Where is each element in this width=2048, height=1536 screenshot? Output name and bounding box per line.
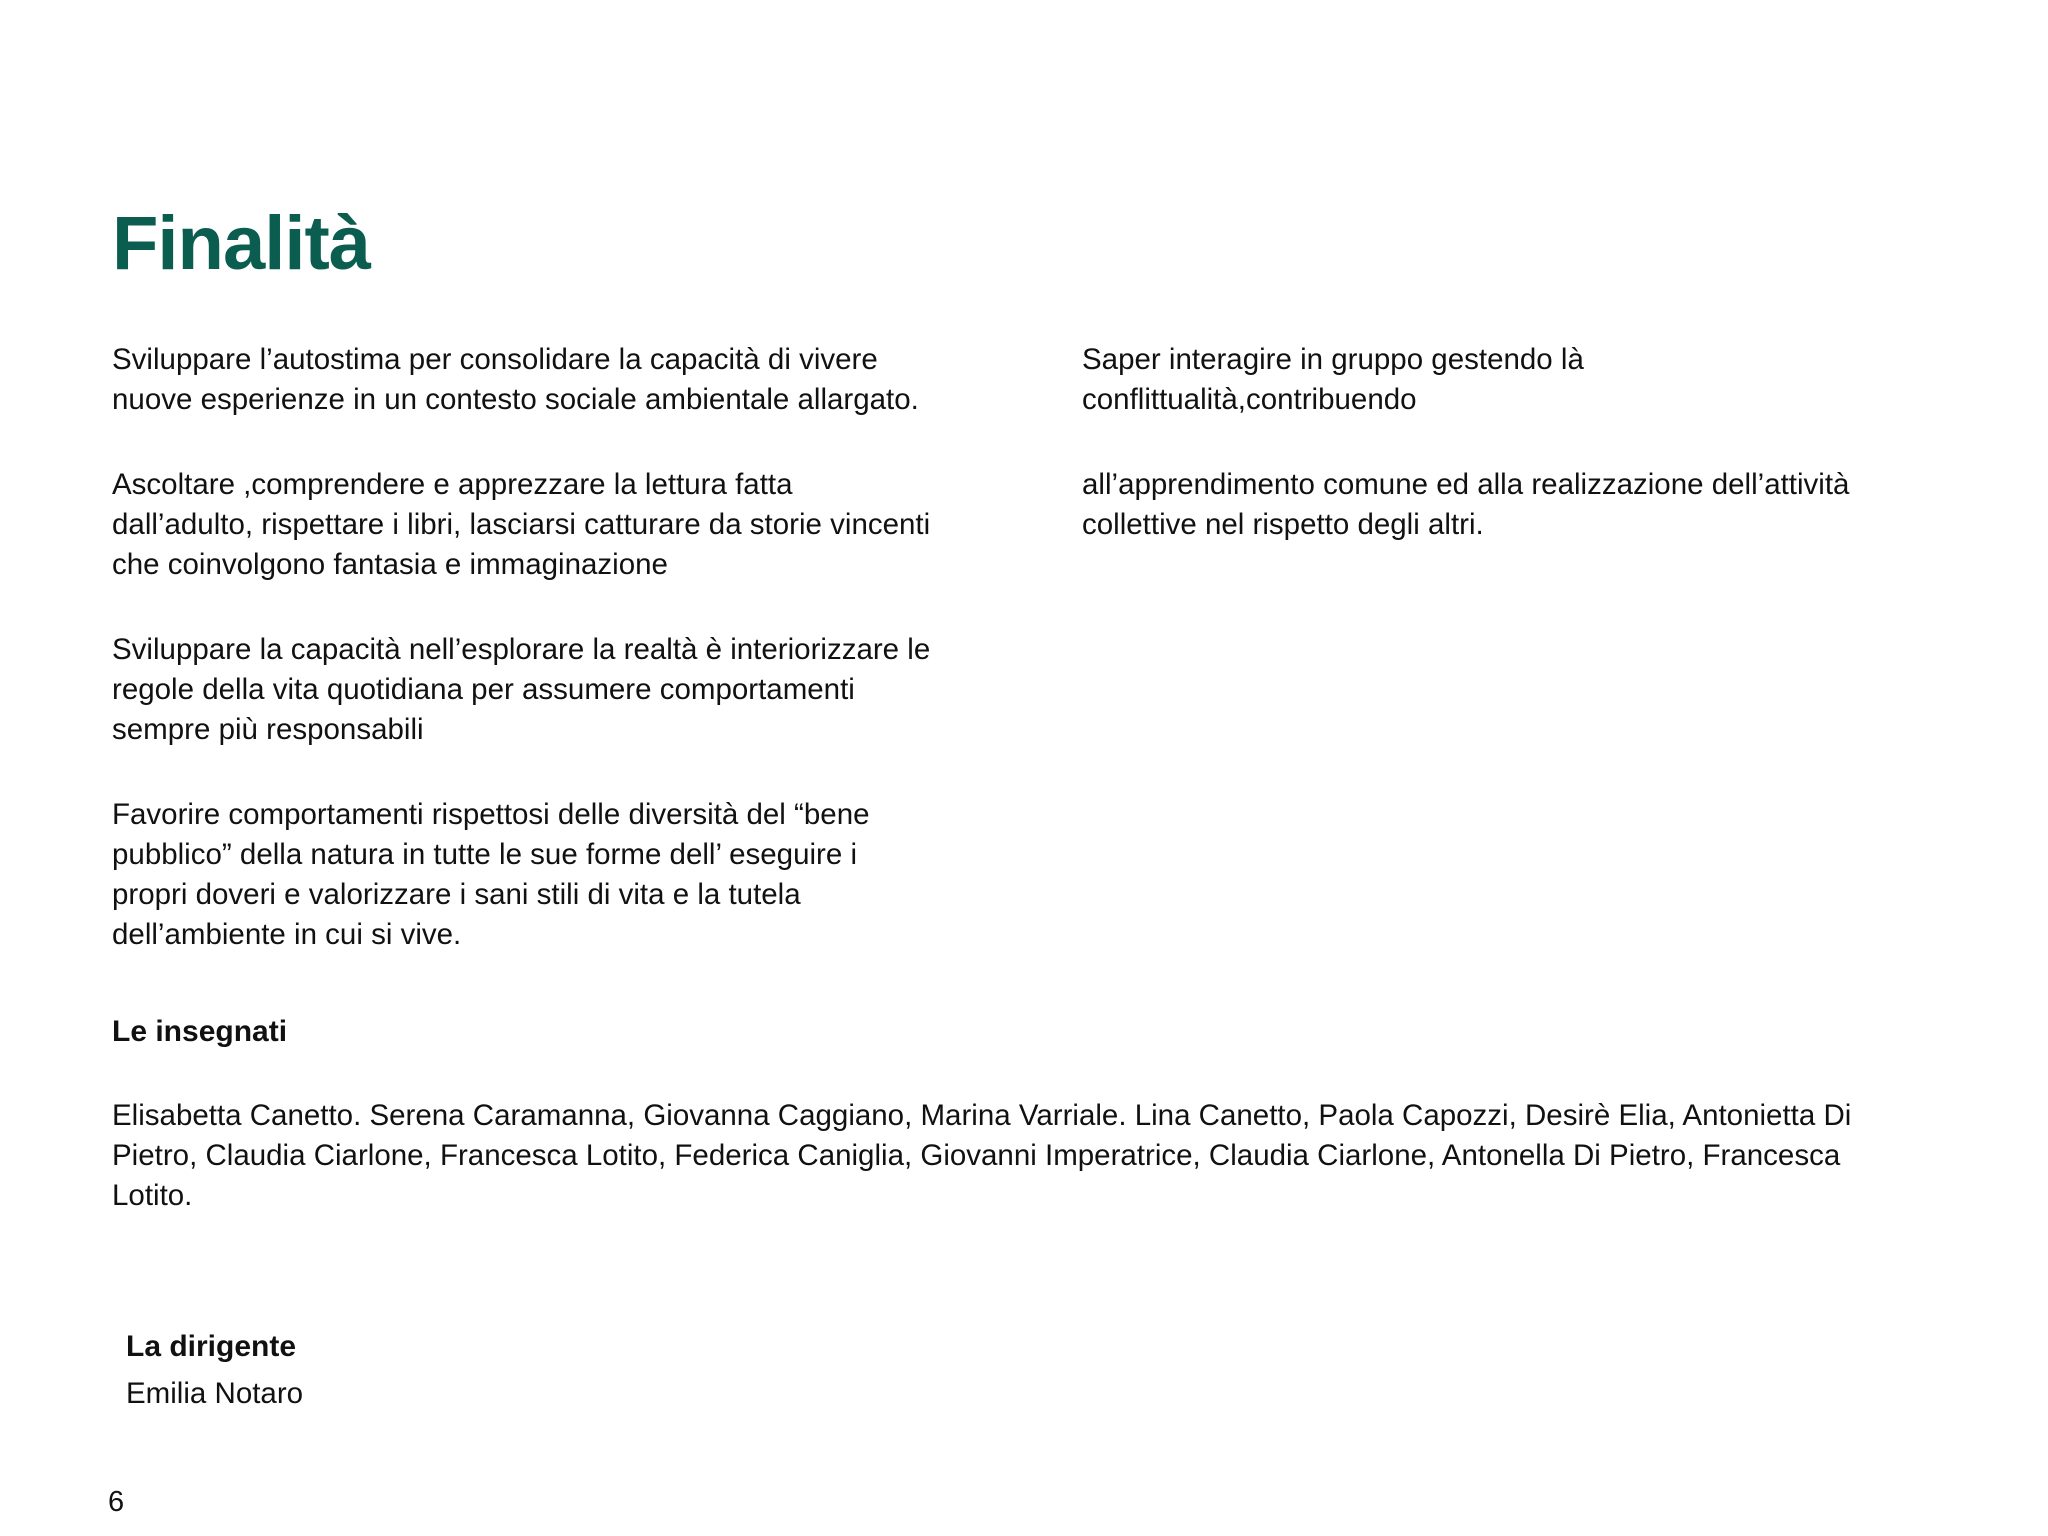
text-line: Sviluppare l’autostima per consolidare la capacità di vivere (112, 343, 878, 376)
teachers-list (112, 1096, 1992, 1216)
paragraph (112, 795, 1012, 955)
text-line: Pietro, Claudia Ciarlone, Francesca Lotito, Federica Caniglia, Giovanni Imperatrice, Claudia Ciarlone, Antonella Di Pietro, Francesca (112, 1139, 1841, 1172)
paragraph (1082, 465, 1962, 545)
text-line: Lotito. (112, 1179, 193, 1212)
text-line: pubblico” della natura in tutte le sue forme dell’ eseguire i (112, 838, 858, 871)
paragraph (112, 465, 1012, 585)
text-line: Saper interagire in gruppo gestendo là (1082, 343, 1584, 376)
text-line: Ascoltare ,comprendere e apprezzare la lettura fatta (112, 468, 793, 501)
text-line: nuove esperienze in un contesto sociale ambientale allargato. (112, 383, 919, 416)
paragraph (1082, 340, 1962, 420)
text-line: propri doveri e valorizzare i sani stili di vita e la tutela (112, 878, 801, 911)
text-line: Sviluppare la capacità nell’esplorare la realtà è interiorizzare le (112, 633, 931, 666)
page-number: 6 (108, 1486, 125, 1518)
text-line: che coinvolgono fantasia e immaginazione (112, 548, 668, 581)
text-line: Elisabetta Canetto. Serena Caramanna, Giovanna Caggiano, Marina Varriale. Lina Canetto, Paola Capozzi, Desirè Elia, Antonietta Di (112, 1099, 1852, 1132)
text-line: dall’adulto, rispettare i libri, lasciarsi catturare da storie vincenti (112, 508, 931, 541)
text-line: Favorire comportamenti rispettosi delle diversità del “bene (112, 798, 870, 831)
dirigente-label: La dirigente (126, 1330, 297, 1363)
text-line: sempre più responsabili (112, 713, 424, 746)
text-line: regole della vita quotidiana per assumere comportamenti (112, 673, 855, 706)
right-column (1082, 340, 1962, 590)
left-column (112, 340, 1012, 1000)
paragraph (112, 630, 1012, 750)
dirigente-name: Emilia Notaro (126, 1377, 304, 1410)
text-line: all’apprendimento comune ed alla realizzazione dell’attività (1082, 468, 1850, 501)
text-line: collettive nel rispetto degli altri. (1082, 508, 1484, 541)
paragraph (112, 340, 1012, 420)
text-line: conflittualità,contribuendo (1082, 383, 1417, 416)
teachers-heading: Le insegnati (112, 1015, 288, 1048)
text-line: dell’ambiente in cui si vive. (112, 918, 462, 951)
page-title: Finalità (112, 201, 371, 286)
